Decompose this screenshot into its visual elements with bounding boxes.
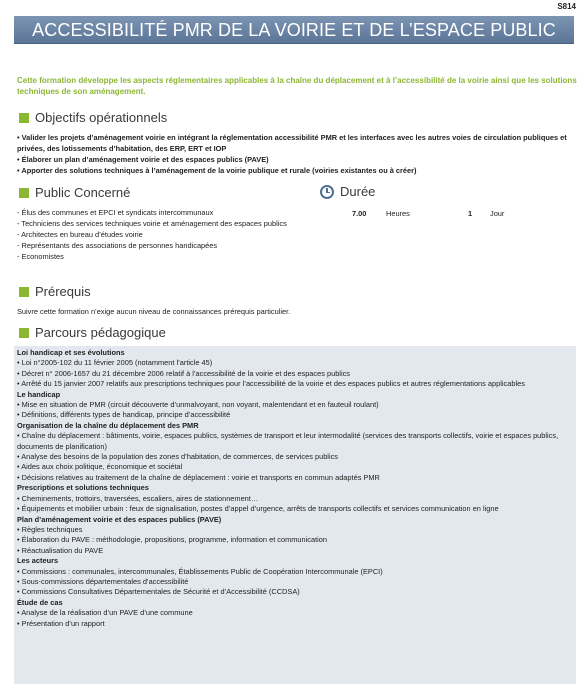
- list-item: - Economistes: [17, 252, 64, 261]
- parcours-item: • Équipements et mobilier urbain : feux de signalisation, postes d’appel d’urgence, arrêts de transports collectifs et services communication en ligne: [17, 504, 499, 514]
- parcours-panel: [14, 346, 576, 684]
- parcours-item: • Décret n° 2006-1657 du 21 décembre 2006 relatif à l’accessibilité de la voirie et des espaces publics: [17, 368, 350, 378]
- section-title-text: Prérequis: [35, 284, 91, 299]
- section-title-text: Durée: [340, 184, 376, 199]
- clock-icon: [320, 185, 334, 199]
- green-square-icon: [19, 328, 29, 338]
- list-item: • Valider les projets d’aménagement voirie en intégrant la réglementation accessibilité PMR et les interfaces avec les autres voies de circulation publiques et privées, des lotissements d’habitation, des ERP, ERT et IOP: [17, 133, 567, 153]
- parcours-item: • Analyse des besoins de la population des zones d’habitation, de commerces, de services publics: [17, 452, 338, 462]
- parcours-group-title: Loi handicap et ses évolutions: [17, 348, 125, 357]
- section-title-text: Objectifs opérationnels: [35, 110, 168, 125]
- parcours-item: • Analyse de la réalisation d’un PAVE d’une commune: [17, 608, 193, 618]
- days-label: Jour: [490, 209, 505, 218]
- parcours-item: • Présentation d’un rapport: [17, 618, 105, 628]
- green-square-icon: [19, 113, 29, 123]
- list-item: - Élus des communes et EPCI et syndicats intercommunaux: [17, 208, 214, 217]
- course-code: S814: [557, 2, 576, 11]
- parcours-item: • Sous-commissions départementales d’accessibilité: [17, 576, 189, 586]
- list-item: - Architectes en bureau d’études voirie: [17, 230, 143, 239]
- prerequis-text: Suivre cette formation n’exige aucun niveau de connaissances prérequis particulier.: [17, 307, 291, 316]
- parcours-group-title: Étude de cas: [17, 597, 63, 607]
- list-item: - Techniciens des services techniques voirie et aménagement des espaces publics: [17, 219, 287, 228]
- section-title-text: Parcours pédagogique: [35, 325, 166, 340]
- list-item: • Apporter des solutions techniques à l’aménagement de la voirie publique et rurale (voiries existantes ou à créer): [17, 166, 417, 175]
- parcours-item: • Aides aux choix politique, économique et sociétal: [17, 462, 183, 472]
- parcours-item: • Mise en situation de PMR (circuit découverte d’unmalvoyant, non voyant, malentendant et en fauteuil roulant): [17, 400, 379, 410]
- objectives-list: [17, 132, 579, 176]
- green-square-icon: [19, 188, 29, 198]
- parcours-item: • Cheminements, trottoirs, traversées, escaliers, aires de stationnement…: [17, 493, 259, 503]
- section-duree-title: [320, 184, 375, 199]
- parcours-item: • Règles techniques: [17, 524, 83, 534]
- page-title: ACCESSIBILITÉ PMR DE LA VOIRIE ET DE L’ESPACE PUBLIC: [14, 16, 574, 44]
- green-square-icon: [19, 287, 29, 297]
- parcours-group-title: Plan d’aménagement voirie et des espaces publics (PAVE): [17, 514, 222, 524]
- parcours-item: • Loi n°2005-102 du 11 février 2005 (notamment l’article 45): [17, 358, 213, 368]
- days-value: 1: [468, 209, 473, 218]
- list-item: • Élaborer un plan d’aménagement voirie et des espaces publics (PAVE): [17, 155, 269, 164]
- parcours-item: • Chaîne du déplacement : bâtiments, voirie, espaces publics, systèmes de transport et leur intermodalité (services des transports collectifs, voirie et espaces publics, documents de planification): [17, 431, 559, 451]
- parcours-group-title: Les acteurs: [17, 556, 59, 566]
- section-objectives-title: [19, 110, 167, 125]
- list-item: - Représentants des associations de personnes handicapées: [17, 241, 218, 250]
- section-prerequis-title: [19, 284, 91, 299]
- section-parcours-title: [19, 325, 166, 340]
- section-title-text: Public Concerné: [35, 185, 131, 200]
- parcours-group-title: Organisation de la chaîne du déplacement des PMR: [17, 420, 199, 430]
- parcours-item: • Commissions Consultatives Départementales de Sécurité et d’Accessibilité (CCDSA): [17, 587, 300, 597]
- parcours-item: • Définitions, différents types de handicap, principe d’accessibilité: [17, 410, 231, 420]
- public-list: [17, 207, 317, 262]
- parcours-item: • Commissions : communales, intercommunales, Établissements Public de Coopération Intercommunale (EPCI): [17, 566, 383, 576]
- hours-label: Heures: [386, 209, 410, 218]
- intro-text: Cette formation développe les aspects réglementaires applicables à la chaîne du déplacement et à l’accessibilité de la voirie ainsi que les solutions techniques de son aménagement.: [17, 76, 577, 96]
- parcours-group-title: Prescriptions et solutions techniques: [17, 483, 149, 493]
- parcours-group-title: Le handicap: [17, 389, 61, 399]
- hours-value: 7.00: [352, 209, 367, 218]
- parcours-item: • Arrêté du 15 janvier 2007 relatifs aux prescriptions techniques pour l’accessibilité de la voirie et des espaces publics et autres réglementations applicables: [17, 379, 525, 389]
- parcours-item: • Décisions relatives au traitement de la chaîne de déplacement : voirie et transports en commun adaptés PMR: [17, 472, 380, 482]
- parcours-item: • Réactualisation du PAVE: [17, 545, 104, 555]
- parcours-item: • Élaboration du PAVE : méthodologie, propositions, programme, information et communication: [17, 535, 328, 545]
- section-public-title: [19, 185, 130, 200]
